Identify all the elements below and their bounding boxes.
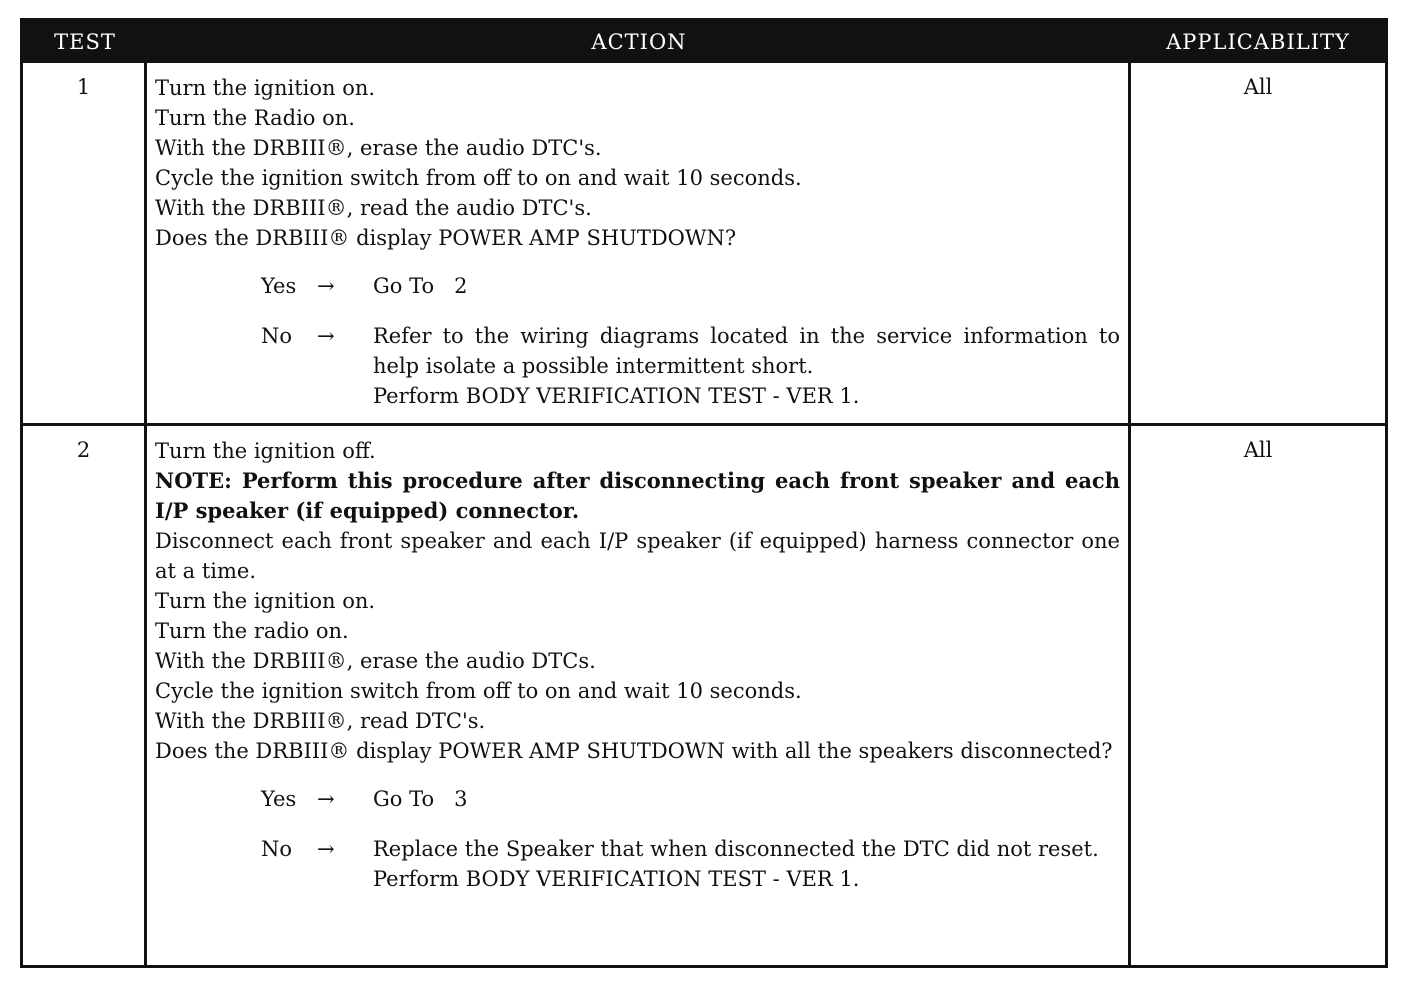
arrow-right-icon: → — [317, 787, 335, 811]
arrow-right-icon: → — [317, 837, 335, 861]
table-row — [23, 423, 1385, 965]
action-line: Turn the ignition on. — [155, 76, 376, 100]
no-branch — [261, 321, 1120, 411]
yes-result: Go To 3 — [373, 787, 468, 811]
no-result: Replace the Speaker that when disconnected the DTC did not reset. — [373, 837, 1099, 861]
action-line: With the DRBIII®, erase the audio DTCs. — [155, 649, 596, 673]
action-paragraph: Disconnect each front speaker and each I/P speaker (if equipped) harness connector one at a time. — [155, 529, 1120, 583]
yes-label: Yes — [261, 274, 297, 298]
applicability-value: All — [1243, 438, 1273, 462]
header-test: TEST — [54, 30, 116, 54]
no-result: Refer to the wiring diagrams located in the service information to help isolate a possible intermittent short. — [373, 324, 1120, 378]
action-line: With the DRBIII®, read the audio DTC's. — [155, 196, 592, 220]
test-number: 1 — [23, 63, 147, 423]
action-line: Does the DRBIII® display POWER AMP SHUTDOWN? — [155, 226, 737, 250]
yes-label: Yes — [261, 787, 297, 811]
action-line: Cycle the ignition switch from off to on and wait 10 seconds. — [155, 679, 802, 703]
applicability-value: All — [1243, 75, 1273, 99]
no-result-followup: Perform BODY VERIFICATION TEST - VER 1. — [373, 384, 860, 408]
action-line: Cycle the ignition switch from off to on and wait 10 seconds. — [155, 166, 802, 190]
header-action: ACTION — [591, 30, 687, 54]
no-branch — [261, 834, 1120, 894]
action-line: With the DRBIII®, erase the audio DTC's. — [155, 136, 602, 160]
no-label: No — [261, 324, 293, 348]
action-line: Turn the ignition off. — [155, 439, 376, 463]
test-number: 2 — [23, 426, 147, 965]
table-header — [23, 21, 1385, 63]
table-row — [23, 63, 1385, 423]
header-applicability: APPLICABILITY — [1166, 30, 1350, 54]
yes-branch — [261, 271, 1120, 301]
arrow-right-icon: → — [317, 274, 335, 298]
no-label: No — [261, 837, 293, 861]
action-cell — [147, 426, 1131, 965]
action-line: Turn the Radio on. — [155, 106, 355, 130]
yes-result: Go To 2 — [373, 274, 468, 298]
action-cell — [147, 63, 1131, 423]
diagnostic-table — [20, 18, 1388, 968]
action-line: With the DRBIII®, read DTC's. — [155, 709, 486, 733]
yes-branch — [261, 784, 1120, 814]
action-line: Turn the ignition on. — [155, 589, 376, 613]
no-result-block — [373, 321, 1120, 411]
note-text: NOTE: Perform this procedure after disconnecting each front speaker and each I/P speaker (if equipped) connector. — [155, 468, 1120, 523]
no-result-block — [373, 834, 1120, 894]
action-question: Does the DRBIII® display POWER AMP SHUTDOWN with all the speakers disconnected? — [155, 739, 1113, 763]
arrow-right-icon: → — [317, 324, 335, 348]
no-result-followup: Perform BODY VERIFICATION TEST - VER 1. — [373, 867, 860, 891]
action-line: Turn the radio on. — [155, 619, 349, 643]
